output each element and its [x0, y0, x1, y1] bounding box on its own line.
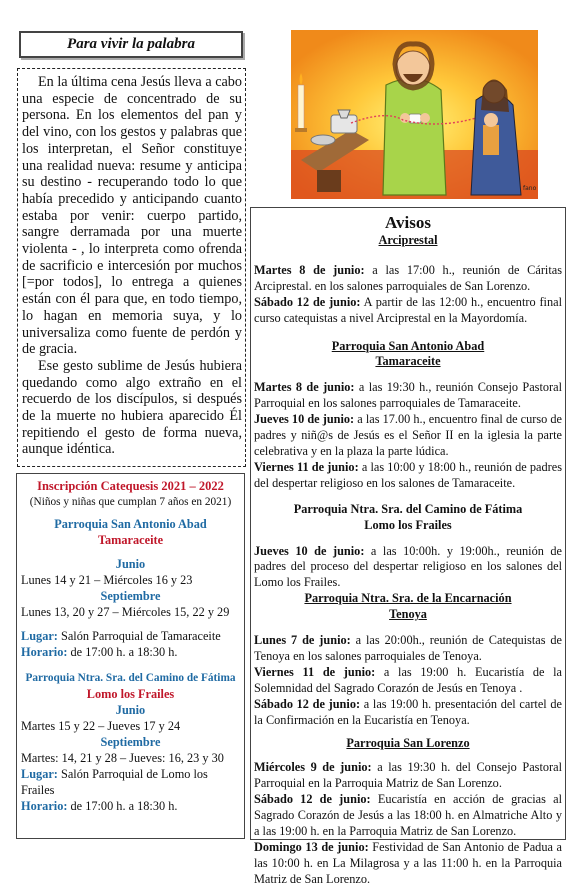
notice-item — [254, 380, 562, 412]
time-value: de 17:00 h. a 18:30 h. — [67, 645, 178, 659]
lugar-label: Lugar: — [21, 629, 58, 643]
section-place: Tamaraceite — [375, 354, 441, 369]
notice-item — [254, 697, 562, 729]
notice-text: a las 19:00 h. Eucaristía de la Solemnidad del Sagrado Corazón de Jesús en Tenoya . — [254, 664, 562, 695]
horario-label: Horario: — [21, 799, 68, 813]
notice-date: Jueves 10 de junio: — [254, 412, 355, 427]
reflection-paragraph: Ese gesto sublime de Jesús hubiera quedando como algo extraño en el recuerdo de los discípulos, si después de la muerte no hubiera aparecido Él repitiendo el gesto de forma nueva, aunque idéntica. — [22, 357, 242, 458]
notice-item — [254, 544, 562, 592]
reflection-paragraph: En la última cena Jesús lleva a cabo una especie de concentrado de su persona. En los elementos del pan y del vino, con los gestos y palabras que los interpretan, el Señor constituye una realidad nueva: resume y anticipa su destino - recuperando todo lo que había precedido y anticipando cuanto estaba por venir: cuerpo partido, sangre derramada por una muerte violenta - , lo interpreta como ofrenda de sacrificio e intercesión por muchos [=por todos], lo entrega a quienes están con él para que, en todo tiempo, lo hagan en memoria suya, y lo universaliza como fuente de perdón y de gracia. — [22, 74, 242, 358]
section-place: Tenoya — [389, 607, 427, 622]
section-place: Lomo los Frailes — [364, 517, 452, 532]
catequesis-box — [16, 473, 245, 839]
notice-date: Martes 8 de junio: — [254, 262, 365, 277]
section-title: Parroquia San Antonio Abad — [331, 338, 485, 353]
month-label: Junio — [115, 557, 146, 571]
time-line — [21, 644, 240, 660]
notice-date: Sábado 12 de junio: — [254, 294, 361, 309]
notice-item — [254, 840, 562, 888]
notice-text: Eucaristía en acción de gracias al Sagrado Corazón de Jesús a las 18:00 h. en Almatriche Alto y a las 19:00 h. en la Parroquia Matriz de San Lorenzo. — [254, 792, 562, 838]
schedule-dates: Martes 15 y 22 – Jueves 17 y 24 — [21, 719, 181, 733]
notice-item — [254, 792, 562, 840]
notice-date: Lunes 7 de junio: — [254, 633, 351, 648]
month-label: Junio — [115, 703, 146, 717]
notice-date: Domingo 13 de junio: — [254, 839, 369, 854]
notice-date: Sábado 12 de junio: — [254, 696, 361, 711]
artist-signature: fano — [523, 185, 537, 192]
location-value: Salón Parroquial de Tamaraceite — [57, 629, 221, 643]
notice-text: a las 10:00 y 18:00 h., reunión de padres del despertar religioso en los salones de Tamaraceite. — [254, 459, 562, 490]
notices-title: Avisos — [385, 213, 431, 232]
notice-date: Martes 8 de junio: — [254, 380, 355, 395]
notice-text: a las 20:00h., reunión de Catequistas de Tenoya en los salones parroquiales de Tenoya. — [254, 633, 562, 663]
notice-date: Viernes 11 de junio: — [254, 664, 376, 679]
time-line — [21, 798, 240, 814]
schedule-dates: Lunes 14 y 21 – Miércoles 16 y 23 — [21, 573, 193, 587]
month-label: Septiembre — [100, 589, 161, 603]
banner-title: Para vivir la palabra — [67, 36, 195, 52]
location-line — [21, 766, 240, 798]
time-value: de 17:00 h. a 18:30 h. — [67, 799, 178, 813]
section-title: Parroquia Ntra. Sra. del Camino de Fátima — [293, 501, 523, 516]
section-title: Parroquia Ntra. Sra. de la Encarnación — [304, 591, 512, 606]
notice-text: a las 17.00 h., encuentro final de curso de padres y niñ@s de Jesús es el Señor II en la iglesia la parte celebrativa y en la plaza la parte lúdica. — [254, 412, 562, 458]
last-supper-illustration — [291, 30, 538, 199]
catequesis-title: Inscripción Catequesis 2021 – 2022 — [37, 479, 224, 493]
month-label: Septiembre — [100, 735, 161, 749]
notice-text: a las 19:00 h. presentación del cartel de la Confirmación en la Eucaristía en Tenoya. — [254, 696, 562, 727]
notice-item — [254, 760, 562, 792]
section-banner — [19, 31, 243, 58]
illustration-svg — [291, 30, 538, 199]
parish-name: Parroquia San Antonio Abad — [54, 517, 207, 531]
notice-date: Miércoles 9 de junio: — [254, 760, 372, 775]
notice-item — [254, 665, 562, 697]
parish-place: Lomo los Frailes — [86, 687, 175, 701]
notice-text: a las 19:30 h., reunión Consejo Pastoral Parroquial en los salones parroquiales de Tamaraceite. — [254, 380, 562, 411]
notice-date: Viernes 11 de junio: — [254, 459, 359, 474]
location-value: Salón Parroquial de Lomo los Frailes — [21, 767, 208, 797]
notices-box — [250, 207, 566, 886]
parish-place: Tamaraceite — [97, 533, 164, 547]
notice-item — [254, 263, 562, 295]
section-title: Arciprestal — [378, 233, 438, 247]
notice-text: a las 10:00h. y 19:00h., reunión de padres del proceso del despertar religioso en los salones del Lomo los Frailes. — [254, 543, 563, 590]
notice-date: Jueves 10 de junio: — [254, 543, 365, 558]
location-line — [21, 628, 240, 644]
notice-text: Festividad de San Antonio de Padua a las 10:00 h. en La Milagrosa y a las 11:00 h. en la Parroquia Matriz de San Lorenzo. — [254, 839, 562, 886]
notice-text: a las 19:30 h. del Consejo Pastoral Parroquial en la Parroquia Matriz de San Lorenzo. — [254, 760, 562, 791]
schedule-dates: Lunes 13, 20 y 27 – Miércoles 15, 22 y 29 — [21, 605, 230, 619]
notice-item — [254, 460, 562, 492]
notice-text: A partir de las 12:00 h., encuentro final curso catequistas a nivel Arciprestal en la Mayordomía. — [254, 294, 562, 325]
horario-label: Horario: — [21, 645, 68, 659]
notice-text: a las 17:00 h., reunión de Cáritas Arciprestal. en los salones parroquiales de San Lorenzo. — [254, 262, 562, 293]
notice-item — [254, 412, 562, 460]
parish-name: Parroquia Ntra. Sra. del Camino de Fátima — [25, 672, 236, 684]
catequesis-subtitle: (Niños y niñas que cumplan 7 años en 2021) — [29, 496, 232, 508]
section-title: Parroquia San Lorenzo — [346, 736, 470, 751]
schedule-dates: Martes: 14, 21 y 28 – Jueves: 16, 23 y 30 — [21, 751, 224, 765]
notice-item — [254, 633, 562, 665]
notice-item — [254, 295, 562, 327]
reflection-box — [17, 68, 246, 467]
notice-date: Sábado 12 de junio: — [254, 792, 371, 807]
lugar-label: Lugar: — [21, 767, 58, 781]
